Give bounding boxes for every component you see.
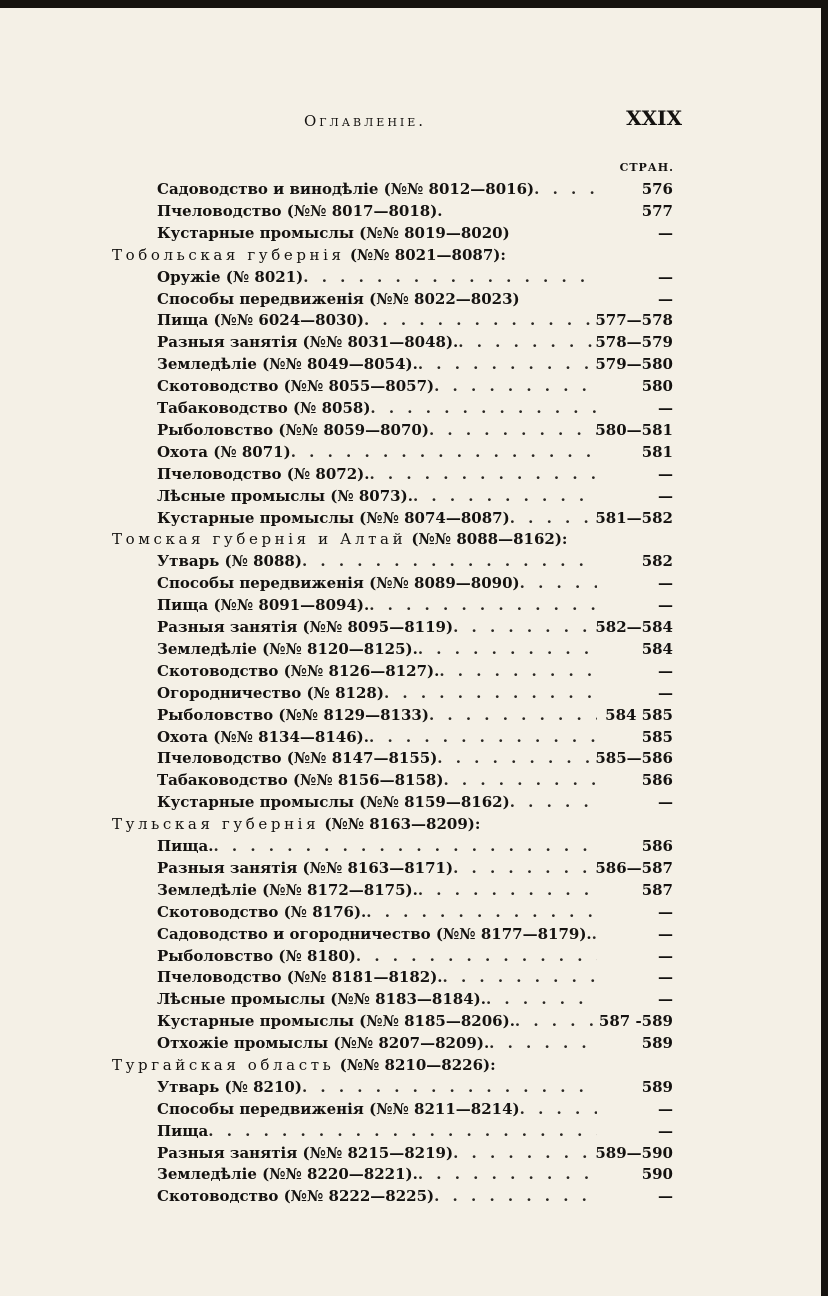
toc-entry bbox=[157, 200, 597, 222]
toc-entry bbox=[157, 835, 597, 857]
toc-entry bbox=[157, 1163, 597, 1185]
toc-entry bbox=[157, 857, 597, 879]
toc-entry bbox=[157, 1120, 597, 1142]
toc-entry-title: Рыболовство (№ 8180) bbox=[157, 947, 356, 965]
toc-entry bbox=[157, 704, 597, 726]
dot-leader bbox=[418, 1163, 597, 1185]
toc-entry-title: Лѣсные промыслы (№№ 8183—8184). bbox=[157, 990, 486, 1008]
toc-entry-title: Скотоводство (№ 8176). bbox=[157, 903, 367, 921]
toc-entry-title: Пища. bbox=[157, 837, 214, 855]
toc-entry-page: 586 bbox=[641, 771, 673, 789]
toc-entry-page: 590 bbox=[641, 1165, 673, 1183]
toc-entry-page: 576 bbox=[641, 180, 673, 198]
toc-section-range: (№№ 8088—8162): bbox=[406, 530, 568, 548]
toc-entry-title: Кустарные промыслы (№№ 8159—8162) bbox=[157, 793, 510, 811]
toc-entry-title: Садоводство и винодѣлiе (№№ 8012—8016) bbox=[157, 180, 535, 198]
toc-entry-page: — bbox=[658, 968, 673, 986]
toc-entry bbox=[157, 923, 597, 945]
toc-section-title: Тургайская область (№№ 8210—8226): bbox=[112, 1056, 496, 1074]
dot-leader bbox=[413, 485, 597, 507]
toc-entry bbox=[157, 550, 597, 572]
toc-section-title: Тульская губернiя (№№ 8163—8209): bbox=[112, 815, 481, 833]
toc-section-title: Тобольская губернiя (№№ 8021—8087): bbox=[112, 246, 506, 264]
dot-leader bbox=[453, 857, 597, 879]
toc-entry bbox=[157, 222, 597, 244]
toc-entry-page: — bbox=[658, 596, 673, 614]
toc-entry-title: Охота (№№ 8134—8146). bbox=[157, 728, 369, 746]
dot-leader bbox=[496, 1054, 612, 1076]
pages-column-header: СТРАН. bbox=[619, 161, 674, 174]
toc-entry-title: Разныя занятiя (№№ 8163—8171) bbox=[157, 859, 454, 877]
dot-leader bbox=[369, 726, 597, 748]
toc-entry-title: Охота (№ 8071) bbox=[157, 443, 291, 461]
toc-entry bbox=[157, 1032, 597, 1054]
toc-entry-page: — bbox=[658, 903, 673, 921]
toc-entry bbox=[157, 1010, 597, 1032]
toc-entry bbox=[157, 660, 597, 682]
toc-entry-title: Отхожiе промыслы (№№ 8207—8209). bbox=[157, 1034, 490, 1052]
dot-leader bbox=[434, 1185, 597, 1207]
toc-entry-page: 584 585 bbox=[605, 706, 673, 724]
toc-entry-page: — bbox=[658, 224, 673, 242]
toc-entry bbox=[157, 485, 597, 507]
page-title: Оглавленiе. bbox=[303, 112, 427, 130]
toc-entry-page: 578—579 bbox=[595, 333, 673, 351]
toc-section-heading bbox=[112, 1054, 612, 1076]
toc-entry bbox=[157, 1076, 597, 1098]
toc-entry bbox=[157, 769, 597, 791]
toc-entry bbox=[157, 331, 597, 353]
toc-entry-page: 589 bbox=[641, 1078, 673, 1096]
dot-leader bbox=[453, 1142, 597, 1164]
scan-border-top bbox=[0, 0, 828, 8]
dot-leader bbox=[510, 507, 597, 529]
toc-entry-page: 582 bbox=[641, 552, 673, 570]
toc-entry-page: — bbox=[658, 684, 673, 702]
toc-entry bbox=[157, 966, 597, 988]
toc-entry-title: Способы передвиженiя (№№ 8211—8214) bbox=[157, 1100, 520, 1118]
toc-entry-title: Скотоводство (№№ 8055—8057) bbox=[157, 377, 435, 395]
toc-entry-title: Лѣсные промыслы (№ 8073). bbox=[157, 487, 413, 505]
toc-entry-page: — bbox=[658, 268, 673, 286]
toc-entry-page: 580—581 bbox=[595, 421, 673, 439]
dot-leader bbox=[429, 704, 597, 726]
toc-entry-title: Пчеловодство (№№ 8181—8182). bbox=[157, 968, 443, 986]
toc-entry-page: — bbox=[658, 925, 673, 943]
toc-entry-title: Утварь (№ 8088) bbox=[157, 552, 302, 570]
toc-entry bbox=[157, 375, 597, 397]
toc-entry-page: — bbox=[658, 290, 673, 308]
toc-entry-title: Рыболовство (№№ 8129—8133) bbox=[157, 706, 429, 724]
dot-leader bbox=[434, 375, 597, 397]
toc-entry-page: 579—580 bbox=[595, 355, 673, 373]
toc-entry-title: Пища (№№ 8091—8094). bbox=[157, 596, 370, 614]
toc-entry-title: Пчеловодство (№ 8072). bbox=[157, 465, 370, 483]
dot-leader bbox=[369, 594, 597, 616]
toc-entry-title: Утварь (№ 8210) bbox=[157, 1078, 302, 1096]
toc-entry-page: 582—584 bbox=[595, 618, 673, 636]
dot-leader bbox=[443, 200, 597, 222]
dot-leader bbox=[418, 879, 597, 901]
toc-entry-page: — bbox=[658, 990, 673, 1008]
toc-section-heading bbox=[112, 244, 612, 266]
toc-entry bbox=[157, 309, 597, 331]
toc-entry bbox=[157, 441, 597, 463]
toc-entry bbox=[157, 747, 597, 769]
toc-entry-title: Табаководство (№ 8058) bbox=[157, 399, 371, 417]
toc-entry-page: 580 bbox=[641, 377, 673, 395]
dot-leader bbox=[458, 331, 597, 353]
dot-leader bbox=[443, 769, 597, 791]
dot-leader bbox=[303, 266, 597, 288]
toc-entry bbox=[157, 638, 597, 660]
toc-entry-title: Кустарные промыслы (№№ 8074—8087) bbox=[157, 509, 510, 527]
dot-leader bbox=[453, 616, 597, 638]
toc-entry bbox=[157, 1142, 597, 1164]
dot-leader bbox=[213, 835, 597, 857]
toc-entry bbox=[157, 616, 597, 638]
page-number: XXIX bbox=[626, 106, 682, 130]
toc-section-heading bbox=[112, 813, 612, 835]
dot-leader bbox=[208, 1120, 597, 1142]
toc-entry-page: — bbox=[658, 465, 673, 483]
toc-entry-title: Земледѣлiе (№№ 8049—8054). bbox=[157, 355, 418, 373]
toc-entry bbox=[157, 1098, 597, 1120]
toc-section-range: (№№ 8163—8209): bbox=[319, 815, 481, 833]
toc-entry-title: Разныя занятiя (№№ 8031—8048). bbox=[157, 333, 459, 351]
toc-entry bbox=[157, 594, 597, 616]
toc-entry-page: — bbox=[658, 1100, 673, 1118]
toc-entry-page: — bbox=[658, 1122, 673, 1140]
dot-leader bbox=[439, 660, 597, 682]
toc-entry-title: Пчеловодство (№№ 8017—8018). bbox=[157, 202, 443, 220]
toc-entry-title: Земледѣлiе (№№ 8220—8221). bbox=[157, 1165, 418, 1183]
toc-entry bbox=[157, 178, 597, 200]
toc-entry bbox=[157, 572, 597, 594]
toc-entry-page: 584 bbox=[641, 640, 673, 658]
toc-entry bbox=[157, 726, 597, 748]
toc-entry-title: Огородничество (№ 8128) bbox=[157, 684, 384, 702]
toc-entry-title: Земледѣлiе (№№ 8172—8175). bbox=[157, 881, 418, 899]
dot-leader bbox=[364, 309, 597, 331]
toc-entry-page: 587 bbox=[641, 881, 673, 899]
toc-section-range: (№№ 8210—8226): bbox=[334, 1056, 496, 1074]
dot-leader bbox=[489, 1032, 597, 1054]
toc-entry-title: Садоводство и огородничество (№№ 8177—8179). bbox=[157, 925, 592, 943]
toc-entry-page: 589 bbox=[641, 1034, 673, 1052]
toc-entry bbox=[157, 879, 597, 901]
toc-entry bbox=[157, 266, 597, 288]
toc-entry bbox=[157, 791, 597, 813]
toc-entry-page: 581—582 bbox=[595, 509, 673, 527]
toc-section-heading bbox=[112, 528, 612, 550]
toc-entry-title: Способы передвиженiя (№№ 8022—8023) bbox=[157, 290, 520, 308]
toc-entry-page: — bbox=[658, 947, 673, 965]
dot-leader bbox=[302, 550, 597, 572]
toc-entry-title: Пища bbox=[157, 1122, 209, 1140]
toc-entry-title: Способы передвиженiя (№№ 8089—8090) bbox=[157, 574, 520, 592]
toc-entry-page: 585—586 bbox=[595, 749, 673, 767]
toc-entry-title: Пчеловодство (№№ 8147—8155) bbox=[157, 749, 438, 767]
toc-entry-page: — bbox=[658, 1187, 673, 1205]
toc-entry-title: Земледѣлiе (№№ 8120—8125). bbox=[157, 640, 418, 658]
toc-entry-page: — bbox=[658, 574, 673, 592]
toc-entry bbox=[157, 419, 597, 441]
dot-leader bbox=[369, 463, 597, 485]
toc-entry-page: — bbox=[658, 487, 673, 505]
dot-leader bbox=[480, 813, 612, 835]
toc-entry bbox=[157, 988, 597, 1010]
dot-leader bbox=[384, 682, 597, 704]
dot-leader bbox=[418, 353, 597, 375]
toc-entry-title: Оружiе (№ 8021) bbox=[157, 268, 304, 286]
toc-entry-page: 586 bbox=[641, 837, 673, 855]
dot-leader bbox=[418, 638, 597, 660]
dot-leader bbox=[356, 945, 597, 967]
dot-leader bbox=[510, 791, 597, 813]
toc-entry-title: Табаководство (№№ 8156—8158) bbox=[157, 771, 444, 789]
toc-entry-title: Разныя занятiя (№№ 8215—8219) bbox=[157, 1144, 454, 1162]
scan-border-right bbox=[821, 0, 828, 1296]
toc-entry bbox=[157, 397, 597, 419]
toc-entry-page: — bbox=[658, 662, 673, 680]
toc-entry-page: 577—578 bbox=[595, 311, 673, 329]
toc-section-title: Томская губернiя и Алтай (№№ 8088—8162): bbox=[112, 530, 568, 548]
dot-leader bbox=[486, 988, 597, 1010]
toc-entry-title: Скотоводство (№№ 8222—8225) bbox=[157, 1187, 435, 1205]
dot-leader bbox=[443, 966, 597, 988]
dot-leader bbox=[291, 441, 597, 463]
toc-entry bbox=[157, 353, 597, 375]
toc-entry-page: 586—587 bbox=[595, 859, 673, 877]
dot-leader bbox=[506, 244, 612, 266]
toc-entry bbox=[157, 507, 597, 529]
toc-entry-title: Кустарные промыслы (№№ 8185—8206). bbox=[157, 1012, 515, 1030]
dot-leader bbox=[437, 747, 597, 769]
toc-entry-page: 589—590 bbox=[595, 1144, 673, 1162]
toc-entry-title: Кустарные промыслы (№№ 8019—8020) bbox=[157, 224, 510, 242]
toc-entry-page: 587 -589 bbox=[598, 1012, 673, 1030]
dot-leader bbox=[567, 528, 612, 550]
dot-leader bbox=[366, 901, 597, 923]
toc-section-range: (№№ 8021—8087): bbox=[344, 246, 506, 264]
toc-entry-title: Пища (№№ 6024—8030) bbox=[157, 311, 364, 329]
toc-entry-title: Разныя занятiя (№№ 8095—8119) bbox=[157, 618, 454, 636]
toc-entry-page: — bbox=[658, 793, 673, 811]
dot-leader bbox=[370, 397, 597, 419]
toc-entry bbox=[157, 1185, 597, 1207]
dot-leader bbox=[510, 222, 597, 244]
toc-entry bbox=[157, 288, 597, 310]
toc-entry bbox=[157, 945, 597, 967]
dot-leader bbox=[302, 1076, 597, 1098]
toc-entry-page: — bbox=[658, 399, 673, 417]
toc-entry-title: Скотоводство (№№ 8126—8127). bbox=[157, 662, 440, 680]
toc-entry-page: 585 bbox=[641, 728, 673, 746]
toc-entry bbox=[157, 682, 597, 704]
toc-entry-page: 577 bbox=[641, 202, 673, 220]
toc-entry bbox=[157, 901, 597, 923]
toc-entry-page: 581 bbox=[641, 443, 673, 461]
toc-entry-title: Рыболовство (№№ 8059—8070) bbox=[157, 421, 429, 439]
dot-leader bbox=[429, 419, 597, 441]
toc-entry bbox=[157, 463, 597, 485]
